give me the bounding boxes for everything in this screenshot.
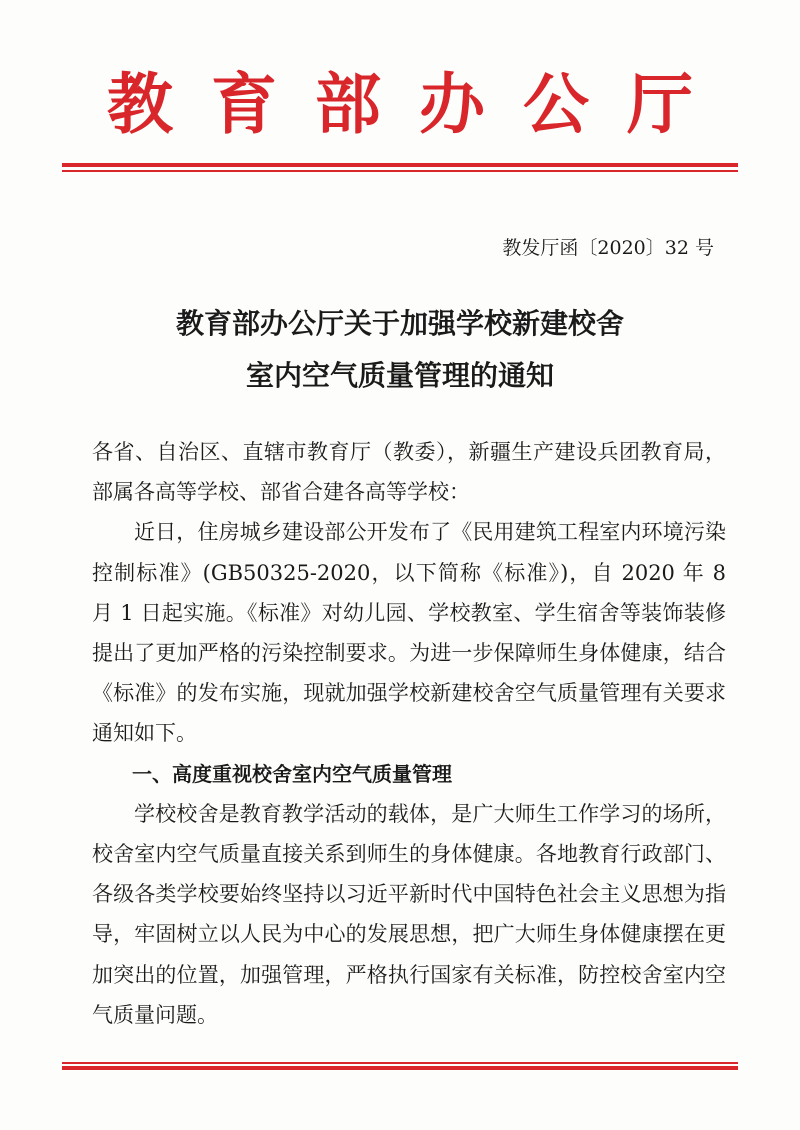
letterhead-rule-thick xyxy=(62,163,738,167)
paragraph-intro: 近日，住房城乡建设部公开发布了《民用建筑工程室内环境污染控制标准》(GB50325-2020，以下简称《标准》)，自 2020 年 8 月 1 日起实施。《标准》对幼儿园、学校教室、学生宿舍等装饰装修提出了更加严格的污染控制要求。为进一步保障师生身体健康，结合《标准》的发布实施，现就加强学校新建校舍空气质量管理有关要求通知如下。 xyxy=(92,520,726,746)
paragraph-section-1: 学校校舍是教育教学活动的载体，是广大师生工作学习的场所，校舍室内空气质量直接关系到师生的身体健康。各地教育行政部门、各级各类学校要始终坚持以习近平新时代中国特色社会主义思想为指导，牢固树立以人民为中心的发展思想，把广大师生身体健康摆在更加突出的位置，加强管理，严格执行国家有关标准，防控校舍室内空气质量问题。 xyxy=(92,801,726,1027)
document-body xyxy=(92,432,726,1035)
document-title xyxy=(0,298,800,402)
title-line-1: 教育部办公厅关于加强学校新建校舍 xyxy=(175,307,624,340)
footer-rule-thin xyxy=(62,1062,738,1064)
title-line-2: 室内空气质量管理的通知 xyxy=(245,359,554,392)
letterhead-rule-thin xyxy=(62,170,738,172)
document-number: 教发厅函〔2020〕32 号 xyxy=(502,237,714,259)
addressee: 各省、自治区、直辖市教育厅（教委），新疆生产建设兵团教育局，部属各高等学校、部省合建各高等学校： xyxy=(92,440,726,505)
section-heading-1: 一、高度重视校舍室内空气质量管理 xyxy=(132,761,452,786)
footer-rule-thick xyxy=(62,1066,738,1070)
letterhead-title: 教育部办公厅 xyxy=(107,65,731,143)
